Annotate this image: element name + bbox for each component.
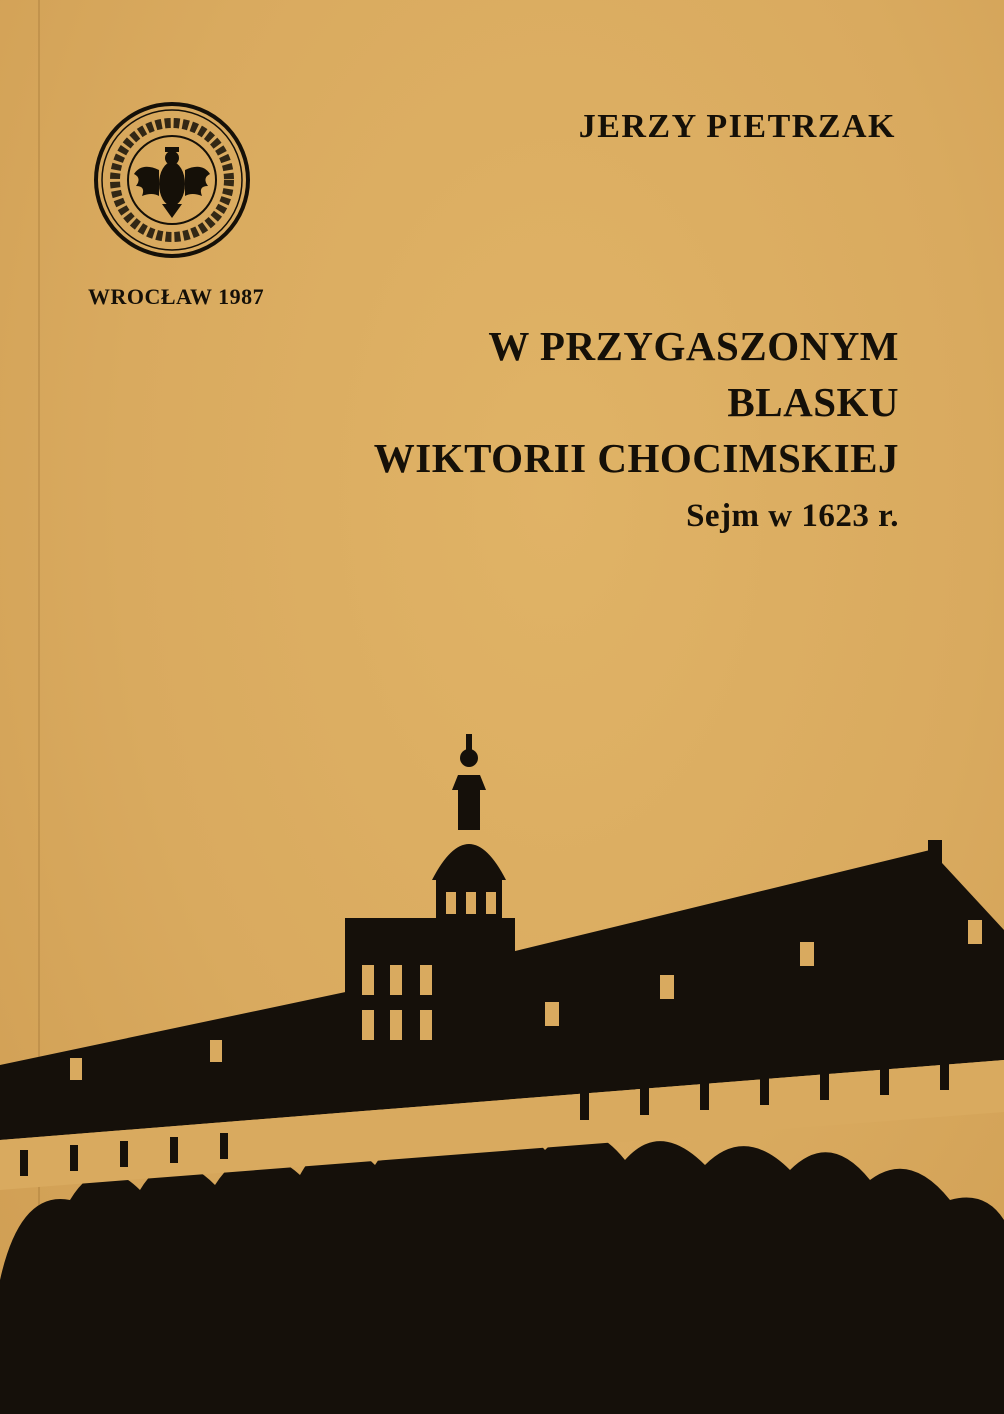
author-name: JERZY PIETRZAK xyxy=(578,108,896,145)
university-building-engraving xyxy=(0,720,1004,1414)
book-subtitle: Sejm w 1623 r. xyxy=(686,498,899,534)
title-line-3: WIKTORII CHOCIMSKIEJ xyxy=(373,435,899,481)
place-and-year: WROCŁAW 1987 xyxy=(88,284,265,309)
title-line-2: BLASKU xyxy=(727,379,899,425)
book-title xyxy=(374,318,899,538)
university-seal-icon xyxy=(92,100,252,260)
title-line-1: W PRZYGASZONYM xyxy=(488,323,899,369)
